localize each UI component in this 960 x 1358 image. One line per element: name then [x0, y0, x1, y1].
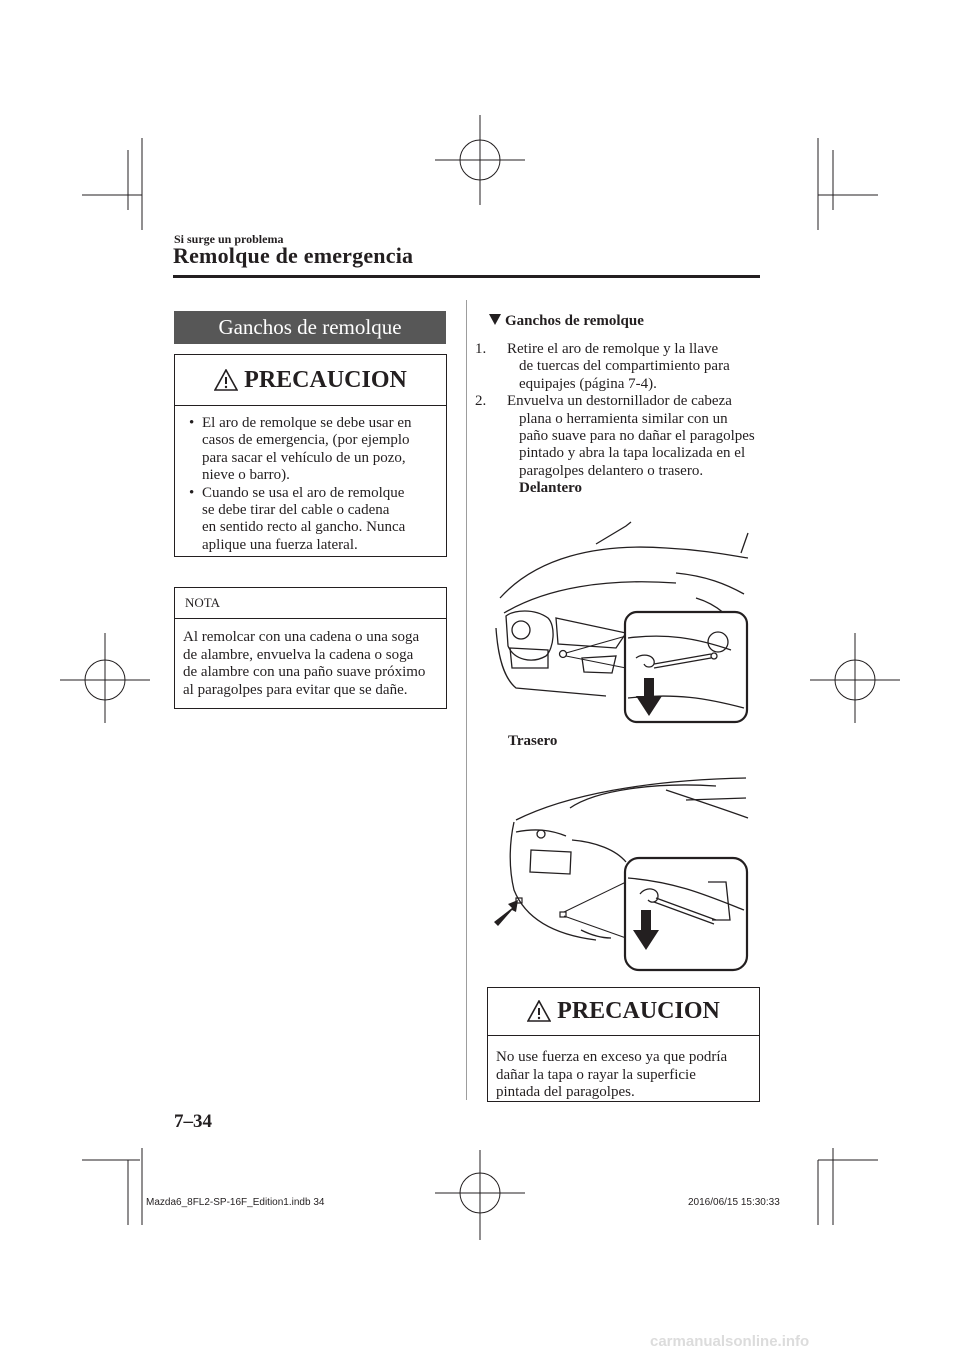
note-text [175, 619, 446, 699]
section-title: Si surge un problema [174, 232, 284, 246]
triangle-down-icon [489, 314, 501, 325]
warning-icon [214, 369, 238, 391]
bullet-text: aplique una fuerza lateral. [202, 536, 358, 553]
watermark: carmanualsonline.info [650, 1333, 810, 1350]
step-line: Envuelva un destornillador de cabeza [507, 393, 732, 410]
caution-heading [488, 996, 759, 1026]
caution-box-2 [487, 987, 760, 1102]
section-banner: Ganchos de remolque [174, 311, 446, 344]
note-line: Al remolcar con una cadena o una soga [183, 629, 420, 645]
caution-heading-text: PRECAUCION [244, 367, 407, 393]
bullet-text: se debe tirar del cable o cadena [202, 502, 390, 519]
note-box [174, 587, 447, 709]
subheading [489, 313, 644, 330]
step-line: plana o herramienta similar con un [519, 410, 728, 427]
caution-text [488, 1036, 759, 1102]
caution-box [174, 354, 447, 557]
caution-heading-text: PRECAUCION [557, 998, 720, 1024]
step-line: paño suave para no dañar el paragolpes [519, 428, 755, 445]
step-line: equipajes (página 7-4). [519, 375, 657, 392]
bullet-text: El aro de remolque se debe usar en [202, 415, 412, 431]
step-number: 1. [475, 341, 487, 357]
bullet-text: para sacar el vehículo de un pozo, [202, 449, 406, 466]
column-divider [466, 300, 467, 1100]
step-line: de tuercas del compartimiento para [519, 358, 730, 375]
caution-list [175, 415, 446, 554]
step-line: pintado y abra la tapa localizada en el [519, 445, 746, 462]
caution-heading [175, 365, 446, 395]
steps-list [473, 341, 763, 498]
note-heading: NOTA [185, 595, 221, 610]
divider [175, 405, 446, 406]
header-rule [173, 275, 760, 278]
front-label: Delantero [519, 480, 583, 497]
step-number: 2. [475, 393, 487, 410]
note-line: de alambre, envuelva la cadena o soga [183, 646, 414, 663]
list-item [473, 341, 763, 393]
rear-bumper-illustration [486, 770, 762, 975]
footer-date: 2016/06/15 15:30:33 [688, 1197, 780, 1208]
caution-line: dañar la tapa o rayar la superficie [496, 1066, 696, 1083]
caution-line: No use fuerza en exceso ya que podría [496, 1049, 728, 1065]
list-item: • Cuando se usa el aro de remolque se debe tirar del cable o cadena en sentido recto al gancho. Nunca aplique una fuerza lateral. [202, 485, 436, 555]
bullet-text: Cuando se usa el aro de remolque [202, 484, 405, 501]
subheading-text: Ganchos de remolque [505, 313, 644, 329]
caution-line: pintada del paragolpes. [496, 1084, 635, 1101]
bullet-text: en sentido recto al gancho. Nunca [202, 519, 406, 536]
page-title: Remolque de emergencia [173, 243, 414, 268]
page-number: 7–34 [174, 1111, 212, 1132]
note-line: de alambre con una paño suave próximo [183, 664, 426, 681]
step-line: paragolpes delantero o trasero. [519, 462, 704, 479]
note-line: al paragolpes para evitar que se dañe. [183, 681, 408, 698]
bullet-text: nieve o barro). [202, 467, 290, 484]
bullet-text: casos de emergencia, (por ejemplo [202, 432, 410, 449]
rear-label: Trasero [508, 733, 558, 749]
warning-icon [527, 1000, 551, 1022]
step-line: Retire el aro de remolque y la llave [507, 341, 719, 357]
list-item [473, 393, 763, 497]
list-item: • El aro de remolque se debe usar en casos de emergencia, (por ejemplo para sacar el vehículo de un pozo, nieve o barro). [202, 415, 436, 485]
front-bumper-illustration [486, 518, 762, 728]
footer-file: Mazda6_8FL2-SP-16F_Edition1.indb 34 [146, 1197, 325, 1208]
